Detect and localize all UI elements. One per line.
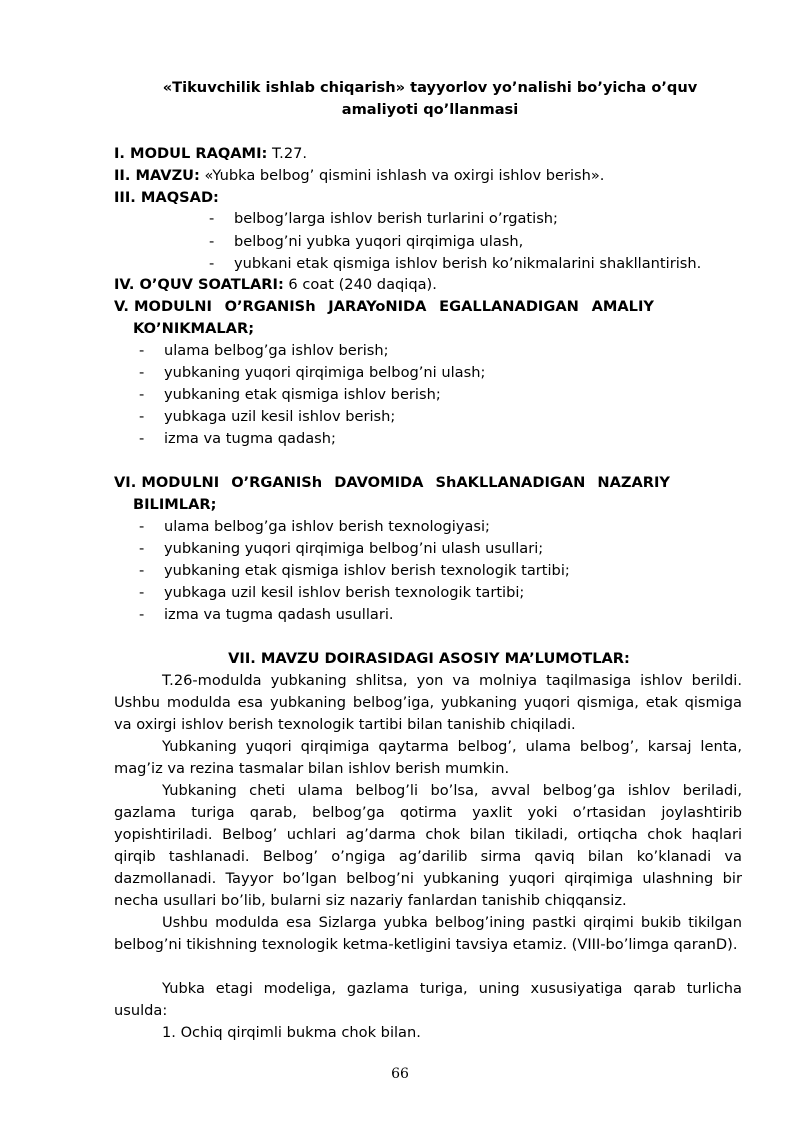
amaliy-heading-word: AMALIY xyxy=(591,298,654,315)
body-paragraph: Ushbu modulda esa Sizlarga yubka belbog’ining pastki qirqimi bukib tikilgan belbog’ni tikishning texnologik ketma-ketligini tavsiya etamiz. (VIII-bo’limga qaranD). xyxy=(114,914,742,953)
amaliy-heading-line2: KO’NIKMALAR; xyxy=(133,320,255,337)
amaliy-item-text: yubkaning etak qismiga ishlov berish; xyxy=(164,386,441,403)
nazariy-heading-word: O’RGANISh xyxy=(231,474,323,491)
amaliy-item-text: izma va tugma qadash; xyxy=(164,430,336,447)
amaliy-heading-word: JARAYoNIDA xyxy=(328,298,427,315)
nazariy-item-text: izma va tugma qadash usullari. xyxy=(164,606,394,623)
page-number: 66 xyxy=(391,1066,409,1082)
soatlari-line xyxy=(114,274,744,296)
nazariy-item-text: ulama belbog’ga ishlov berish texnologiyasi; xyxy=(164,518,490,535)
maqsad-item-text: yubkani etak qismiga ishlov berish ko’nikmalarini shakllantirish. xyxy=(234,255,702,272)
soatlari-value: 6 coat (240 daqiqa). xyxy=(283,276,437,293)
maqsad-label: III. MAQSAD: xyxy=(114,189,219,206)
title-line-1: «Tikuvchilik ishlab chiqarish» tayyorlov yo’nalishi bo’yicha o’quv xyxy=(162,79,698,96)
mavzu-value: «Yubka belbog’ qismini ishlash va oxirgi ishlov berish». xyxy=(199,167,605,184)
nazariy-item-text: yubkaning yuqori qirqimiga belbog’ni ulash usullari; xyxy=(164,540,544,557)
nazariy-item-text: yubkaga uzil kesil ishlov berish texnologik tartibi; xyxy=(164,584,525,601)
amaliy-heading-word: V. MODULNI xyxy=(114,298,212,315)
soatlari-label: IV. O’QUV SOATLARI: xyxy=(114,276,284,293)
nazariy-heading-word: DAVOMIDA xyxy=(334,474,424,491)
document-title xyxy=(118,77,742,121)
body-paragraph: Yubka etagi modeliga, gazlama turiga, uning xususiyatiga qarab turlicha usulda: xyxy=(114,980,742,1019)
malumotlar-heading: VII. MAVZU DOIRASIDAGI ASOSIY MA’LUMOTLAR: xyxy=(228,650,630,667)
amaliy-item-text: yubkaga uzil kesil ishlov berish; xyxy=(164,408,396,425)
nazariy-heading-word: NAZARIY xyxy=(597,474,670,491)
maqsad-item-text: belbog’larga ishlov berish turlarini o’rgatish; xyxy=(234,210,558,227)
title-line-2: amaliyoti qo’llanmasi xyxy=(341,101,519,118)
maqsad-item-text: belbog’ni yubka yuqori qirqimiga ulash, xyxy=(234,233,524,250)
maqsad-heading xyxy=(114,187,744,209)
amaliy-item-text: ulama belbog’ga ishlov berish; xyxy=(164,342,389,359)
document-page: «Tikuvchilik ishlab chiqarish» tayyorlov yo’nalishi bo’yicha o’quv amaliyoti qo’llanmasi I. MODUL RAQAMI: T.27. II. MAVZU: «Yubka belbog’ qismini ishlash va oxirgi ishlov berish». III. MAQSAD: - belbog’larga ishlov berish turlarini o’rgatish; - belbog’ni yubka yuqori qirqimiga ulash, - yubkani etak qismiga ishlov berish ko’nikmalarini shakllantirish. IV. O’QUV SOATLARI: 6 coat (240 daqiqa). V. MODULNI O’RGANISh JARAYoNIDA EGALLANADIGAN AMALIY KO’NIKMALAR; - ulama belbog’ga ishlov berish; - yubkaning yuqori qirqimiga belbog’ni ulash; - yubkaning etak qismiga ishlov berish; - yubkaga uzil kesil ishlov berish; - izma va tugma qadash; VI. MODULNI O’RGANISh DAVOMIDA ShAKLLANADIGAN NAZARIY BILIMLAR; - ulama belbog’ga ishlov berish texnologiyasi; - yubkaning yuqori qirqimiga belbog’ni ulash usullari; - yubkaning etak qismiga ishlov berish texnologik tartibi; - yubkaga uzil kesil ishlov berish texnologik tartibi; - izma va tugma qadash usullari. VII. MAVZU DOIRASIDAGI ASOSIY MA’LUMOTLAR: T.26-modulda yubkaning shlitsa, yon va molniya taqilmasiga ishlov berildi. Ushbu modulda esa yubkaning belbog’iga, yubkaning yuqori qismiga, etak qismiga va oxirgi ishlov berish texnologik tartibi bilan tanishib chiqiladi. Yubkaning yuqori qirqimiga qaytarma belbog’, ulama belbog’, karsaj lenta, mag’iz va rezina tasmalar bilan ishlov berish mumkin. Yubkaning cheti ulama belbog’li bo’lsa, avval belbog’ga ishlov beriladi, gazlama turiga qarab, belbog’ga qotirma yaxlit yoki o’rtasidan joylashtirib yopishtiriladi. Belbog’ uchlari ag’darma chok bilan tikiladi, ortiqcha chok haqlari qirqib tashlanadi. Belbog’ o’ngiga ag’darilib sirma qaviq bilan ko’klanadi va dazmollanadi. Tayyor bo’lgan belbog’ni yubkaning yuqori qirqimiga ulashning bir necha usullari bo’lib, bularni siz nazariy fanlardan tanishib chiqqansiz. Ushbu modulda esa Sizlarga yubka belbog’ining pastki qirqimi bukib tikilgan belbog’ni tikishning texnologik ketma-ketligini tavsiya etamiz. (VIII-bo’limga qaranD). Yubka etagi modeliga, gazlama turiga, uning xususiyatiga qarab turlicha usulda: 1. Ochiq qirqimli bukma chok bilan. 66 xyxy=(0,0,800,1131)
nazariy-heading xyxy=(114,472,744,494)
amaliy-item-text: yubkaning yuqori qirqimiga belbog’ni ulash; xyxy=(164,364,486,381)
amaliy-heading xyxy=(114,296,744,318)
mavzu-label: II. MAVZU: xyxy=(114,167,200,184)
body-paragraph: Yubkaning yuqori qirqimiga qaytarma belbog’, ulama belbog’, karsaj lenta, mag’iz va rezina tasmalar bilan ishlov berish mumkin. xyxy=(114,738,742,777)
modul-raqami-label: I. MODUL RAQAMI: xyxy=(114,145,268,162)
nazariy-item-text: yubkaning etak qismiga ishlov berish texnologik tartibi; xyxy=(164,562,570,579)
nazariy-heading-line2: BILIMLAR; xyxy=(133,496,217,513)
numbered-item: 1. Ochiq qirqimli bukma chok bilan. xyxy=(162,1024,421,1041)
amaliy-heading-word: EGALLANADIGAN xyxy=(439,298,579,315)
body-paragraph: Yubkaning cheti ulama belbog’li bo’lsa, avval belbog’ga ishlov beriladi, gazlama turiga qarab, belbog’ga qotirma yaxlit yoki o’rtasidan joylashtirib yopishtiriladi. Belbog’ uchlari ag’darma chok bilan tikiladi, ortiqcha chok haqlari qirqib tashlanadi. Belbog’ o’ngiga ag’darilib sirma qaviq bilan ko’klanadi va dazmollanadi. Tayyor bo’lgan belbog’ni yubkaning yuqori qirqimiga ulashning bir necha usullari bo’lib, bularni siz nazariy fanlardan tanishib chiqqansiz. xyxy=(114,782,742,909)
nazariy-heading-word: ShAKLLANADIGAN xyxy=(435,474,586,491)
amaliy-heading-word: O’RGANISh xyxy=(224,298,316,315)
body-paragraph: T.26-modulda yubkaning shlitsa, yon va molniya taqilmasiga ishlov berildi. Ushbu modulda esa yubkaning belbog’iga, yubkaning yuqori qismiga, etak qismiga va oxirgi ishlov berish texnologik tartibi bilan tanishib chiqiladi. xyxy=(114,672,742,733)
mavzu-line xyxy=(114,165,744,187)
nazariy-heading-word: VI. MODULNI xyxy=(114,474,220,491)
modul-raqami-value: T.27. xyxy=(267,145,308,162)
modul-raqami-line xyxy=(114,143,744,165)
